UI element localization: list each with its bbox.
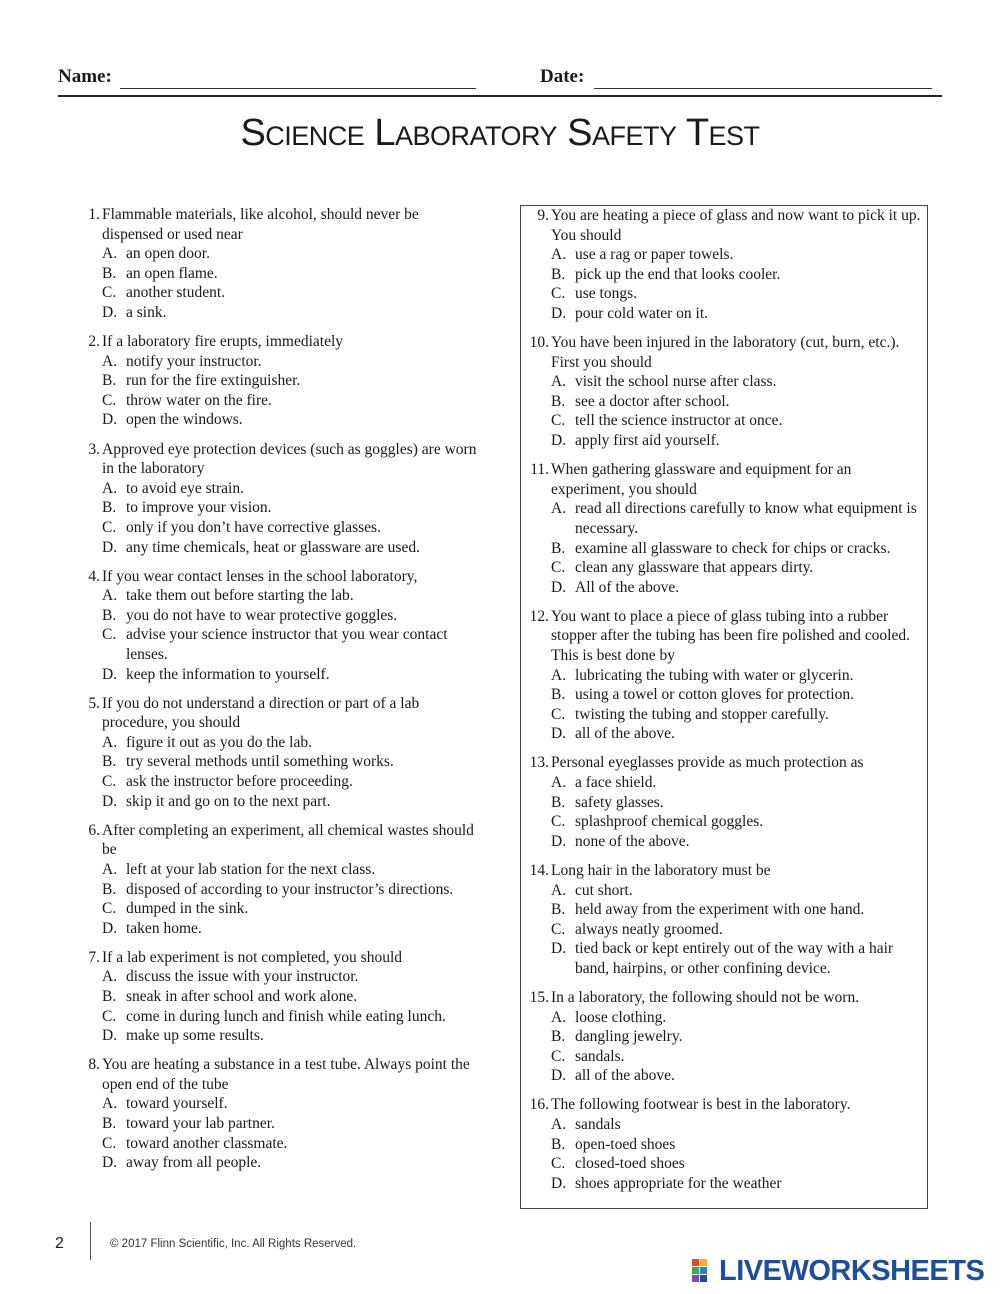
- answer-option[interactable]: [102, 899, 478, 919]
- option-letter: B.: [551, 1028, 566, 1046]
- option-letter: C.: [102, 391, 117, 409]
- option-text: away from all people.: [126, 1154, 262, 1172]
- answer-option[interactable]: [102, 967, 478, 987]
- question-6: [78, 821, 478, 939]
- answer-option[interactable]: [102, 586, 478, 606]
- option-letter: D.: [102, 919, 118, 937]
- option-text: discuss the issue with your instructor.: [126, 968, 359, 986]
- option-letter: D.: [551, 832, 567, 850]
- option-text: you do not have to wear protective goggles.: [126, 606, 398, 624]
- option-letter: B.: [551, 686, 566, 704]
- option-text: dangling jewelry.: [575, 1028, 683, 1046]
- option-text: to improve your vision.: [126, 499, 272, 517]
- option-text: left at your lab station for the next class.: [126, 860, 376, 878]
- answer-option[interactable]: [551, 666, 923, 686]
- answer-option[interactable]: [102, 518, 478, 538]
- question-number: 2.: [88, 333, 100, 351]
- answer-option[interactable]: [102, 665, 478, 685]
- option-letter: A.: [102, 587, 118, 605]
- question-number: 14.: [529, 861, 549, 879]
- left-question-column: [78, 205, 478, 1182]
- answer-option[interactable]: [551, 793, 923, 813]
- answer-option[interactable]: [102, 606, 478, 626]
- option-letter: C.: [551, 412, 566, 430]
- option-text: All of the above.: [575, 578, 680, 596]
- page-number: 2: [55, 1235, 64, 1252]
- option-text: open the windows.: [126, 411, 243, 429]
- answer-option[interactable]: [102, 1134, 478, 1154]
- answer-option[interactable]: [551, 392, 923, 412]
- option-letter: A.: [102, 1095, 118, 1113]
- option-text: cut short.: [575, 881, 633, 899]
- option-text: come in during lunch and finish while eating lunch.: [126, 1007, 446, 1025]
- option-letter: D.: [102, 792, 118, 810]
- option-text: visit the school nurse after class.: [575, 373, 777, 391]
- option-letter: C.: [102, 284, 117, 302]
- answer-option[interactable]: [551, 265, 923, 285]
- question-text: If a laboratory fire erupts, immediately: [102, 333, 344, 351]
- question-text: In a laboratory, the following should not be worn.: [551, 988, 860, 1006]
- option-text: using a towel or cotton gloves for protection.: [575, 686, 854, 704]
- option-letter: D.: [102, 538, 118, 556]
- answer-option[interactable]: [551, 920, 923, 940]
- question-number: 16.: [529, 1096, 549, 1114]
- question-number: 8.: [88, 1056, 100, 1074]
- answer-option[interactable]: [102, 860, 478, 880]
- option-text: safety glasses.: [575, 793, 664, 811]
- answer-option[interactable]: [551, 1174, 923, 1194]
- option-letter: D.: [102, 1154, 118, 1172]
- option-letter: C.: [102, 1007, 117, 1025]
- question-text: If you wear contact lenses in the school laboratory,: [102, 567, 418, 585]
- answer-option[interactable]: [102, 792, 478, 812]
- liveworksheets-logo: [692, 1256, 992, 1286]
- option-letter: B.: [102, 1115, 117, 1133]
- question-11: [521, 460, 923, 597]
- name-date-header: [58, 62, 942, 96]
- option-text: pick up the end that looks cooler.: [575, 265, 781, 283]
- option-letter: A.: [551, 246, 567, 264]
- option-text: all of the above.: [575, 725, 675, 743]
- question-4: [78, 567, 478, 685]
- option-text: pour cold water on it.: [575, 304, 709, 322]
- option-letter: D.: [102, 303, 118, 321]
- option-text: only if you don’t have corrective glasses.: [126, 518, 381, 536]
- option-letter: B.: [551, 392, 566, 410]
- answer-option[interactable]: [551, 1008, 923, 1028]
- option-letter: C.: [551, 559, 566, 577]
- question-text: You have been injured in the laboratory (cut, burn, etc.). First you should: [551, 334, 900, 371]
- question-5: [78, 694, 478, 812]
- answer-option[interactable]: [102, 538, 478, 558]
- answer-option[interactable]: [551, 1135, 923, 1155]
- option-letter: B.: [102, 606, 117, 624]
- answer-option[interactable]: [551, 1047, 923, 1067]
- option-letter: D.: [551, 725, 567, 743]
- option-letter: D.: [551, 1174, 567, 1192]
- answer-option[interactable]: [551, 431, 923, 451]
- option-letter: B.: [102, 753, 117, 771]
- liveworksheets-logo-text: LIVEWORKSHEETS: [719, 1255, 985, 1287]
- answer-option[interactable]: [551, 284, 923, 304]
- question-number: 3.: [88, 440, 100, 458]
- answer-option[interactable]: [102, 391, 478, 411]
- question-number: 15.: [529, 988, 549, 1006]
- option-text: another student.: [126, 284, 226, 302]
- option-letter: A.: [551, 774, 567, 792]
- option-text: disposed of according to your instructor’s directions.: [126, 880, 454, 898]
- option-text: use a rag or paper towels.: [575, 246, 734, 264]
- option-text: skip it and go on to the next part.: [126, 792, 331, 810]
- answer-option[interactable]: [102, 371, 478, 391]
- option-text: twisting the tubing and stopper carefully.: [575, 705, 829, 723]
- question-number: 9.: [537, 207, 549, 224]
- footer-divider: [90, 1222, 91, 1260]
- answer-option[interactable]: [551, 372, 923, 392]
- option-letter: D.: [551, 940, 567, 958]
- answer-option[interactable]: [102, 498, 478, 518]
- answer-option[interactable]: [551, 245, 923, 265]
- question-text: You want to place a piece of glass tubing into a rubber stopper after the tubing has been fire polished and cooled. This is best done by: [551, 607, 910, 664]
- option-letter: B.: [102, 880, 117, 898]
- option-text: shoes appropriate for the weather: [575, 1174, 782, 1192]
- option-letter: C.: [102, 1134, 117, 1152]
- answer-option[interactable]: [102, 1153, 478, 1173]
- option-text: splashproof chemical goggles.: [575, 813, 764, 831]
- option-text: an open door.: [126, 245, 210, 263]
- option-text: tied back or kept entirely out of the way with a hair band, hairpins, or other confining device.: [575, 940, 894, 977]
- option-text: closed-toed shoes: [575, 1155, 685, 1173]
- option-letter: B.: [551, 265, 566, 283]
- option-letter: C.: [551, 705, 566, 723]
- answer-option[interactable]: [551, 1154, 923, 1174]
- option-text: none of the above.: [575, 832, 690, 850]
- date-label: Date:: [540, 66, 585, 87]
- answer-option[interactable]: [102, 772, 478, 792]
- option-letter: C.: [551, 920, 566, 938]
- question-text: Long hair in the laboratory must be: [551, 861, 771, 879]
- question-text: Personal eyeglasses provide as much protection as: [551, 754, 864, 772]
- question-16: [521, 1095, 923, 1193]
- option-text: toward yourself.: [126, 1095, 228, 1113]
- option-text: toward another classmate.: [126, 1134, 288, 1152]
- option-text: throw water on the fire.: [126, 391, 272, 409]
- question-number: 4.: [88, 567, 100, 585]
- question-8: [78, 1055, 478, 1173]
- option-letter: A.: [551, 1008, 567, 1026]
- option-text: a face shield.: [575, 774, 657, 792]
- page-title: Science Laboratory Safety Test: [240, 112, 760, 154]
- option-text: lubricating the tubing with water or glycerin.: [575, 666, 854, 684]
- question-number: 6.: [88, 821, 100, 839]
- answer-option[interactable]: [551, 881, 923, 901]
- question-text: When gathering glassware and equipment for an experiment, you should: [551, 461, 852, 498]
- option-text: always neatly groomed.: [575, 920, 723, 938]
- answer-option[interactable]: [551, 499, 923, 538]
- option-text: run for the fire extinguisher.: [126, 372, 301, 390]
- option-text: any time chemicals, heat or glassware are used.: [126, 538, 420, 556]
- option-text: to avoid eye strain.: [126, 479, 244, 497]
- header-divider: [58, 95, 942, 97]
- option-letter: C.: [102, 773, 117, 791]
- option-text: taken home.: [126, 919, 202, 937]
- option-letter: B.: [102, 372, 117, 390]
- answer-option[interactable]: [102, 410, 478, 430]
- option-text: notify your instructor.: [126, 352, 262, 370]
- option-text: all of the above.: [575, 1067, 675, 1085]
- date-field-line[interactable]: [594, 88, 932, 89]
- question-number: 1.: [88, 206, 100, 223]
- answer-option[interactable]: [102, 1007, 478, 1027]
- option-letter: B.: [102, 264, 117, 282]
- option-text: use tongs.: [575, 285, 637, 303]
- answer-option[interactable]: [551, 539, 923, 559]
- answer-option[interactable]: [551, 411, 923, 431]
- option-letter: A.: [551, 666, 567, 684]
- option-letter: D.: [551, 432, 567, 450]
- option-text: ask the instructor before proceeding.: [126, 773, 353, 791]
- answer-option[interactable]: [102, 1026, 478, 1046]
- copyright-notice: © 2017 Flinn Scientific, Inc. All Rights Reserved.: [110, 1238, 357, 1250]
- option-letter: C.: [551, 1155, 566, 1173]
- option-text: held away from the experiment with one hand.: [575, 901, 865, 919]
- answer-option[interactable]: [551, 304, 923, 324]
- question-12: [521, 607, 923, 744]
- answer-option[interactable]: [551, 939, 923, 978]
- option-text: sneak in after school and work alone.: [126, 987, 358, 1005]
- question-number: 13.: [529, 754, 549, 772]
- option-text: toward your lab partner.: [126, 1115, 275, 1133]
- question-text: Approved eye protection devices (such as goggles) are worn in the laboratory: [102, 440, 477, 478]
- option-letter: A.: [102, 245, 118, 263]
- question-14: [521, 861, 923, 979]
- answer-option[interactable]: [102, 987, 478, 1007]
- question-3: [78, 440, 478, 558]
- option-letter: B.: [551, 1135, 566, 1153]
- answer-option[interactable]: [102, 625, 478, 664]
- answer-option[interactable]: [102, 264, 478, 284]
- option-text: see a doctor after school.: [575, 392, 730, 410]
- option-text: keep the information to yourself.: [126, 665, 330, 683]
- question-10: [521, 333, 923, 451]
- option-text: an open flame.: [126, 264, 218, 282]
- answer-option[interactable]: [102, 919, 478, 939]
- answer-option[interactable]: [102, 303, 478, 323]
- question-number: 7.: [88, 948, 100, 966]
- option-text: read all directions carefully to know what equipment is necessary.: [575, 500, 917, 537]
- option-text: tell the science instructor at once.: [575, 412, 783, 430]
- question-1: [78, 205, 478, 323]
- option-letter: C.: [102, 518, 117, 536]
- option-letter: A.: [551, 1116, 567, 1134]
- answer-option[interactable]: [102, 880, 478, 900]
- option-text: make up some results.: [126, 1027, 264, 1045]
- option-letter: B.: [551, 539, 566, 557]
- answer-option[interactable]: [551, 724, 923, 744]
- question-text: You are heating a substance in a test tube. Always point the open end of the tube: [102, 1056, 470, 1093]
- option-letter: D.: [102, 411, 118, 429]
- option-text: advise your science instructor that you wear contact lenses.: [126, 626, 448, 663]
- answer-option[interactable]: [102, 1114, 478, 1134]
- question-text: After completing an experiment, all chemical wastes should be: [102, 821, 474, 859]
- answer-option[interactable]: [551, 1027, 923, 1047]
- option-text: a sink.: [126, 303, 167, 321]
- answer-option[interactable]: [551, 832, 923, 852]
- answer-option[interactable]: [102, 244, 478, 264]
- answer-option[interactable]: [102, 479, 478, 499]
- option-text: examine all glassware to check for chips or cracks.: [575, 539, 891, 557]
- option-letter: C.: [551, 813, 566, 831]
- option-letter: A.: [102, 860, 118, 878]
- question-text: If a lab experiment is not completed, you should: [102, 948, 403, 966]
- answer-option[interactable]: [102, 733, 478, 753]
- answer-option[interactable]: [551, 705, 923, 725]
- option-letter: D.: [551, 578, 567, 596]
- question-text: The following footwear is best in the laboratory.: [551, 1096, 851, 1114]
- option-letter: B.: [551, 901, 566, 919]
- answer-option[interactable]: [551, 685, 923, 705]
- question-9: [521, 206, 923, 324]
- option-letter: D.: [102, 1027, 118, 1045]
- answer-option[interactable]: [551, 558, 923, 578]
- option-text: figure it out as you do the lab.: [126, 733, 312, 751]
- option-letter: D.: [102, 665, 118, 683]
- option-letter: A.: [102, 968, 118, 986]
- option-letter: A.: [551, 881, 567, 899]
- option-text: dumped in the sink.: [126, 900, 249, 918]
- question-number: 5.: [88, 694, 100, 712]
- option-text: clean any glassware that appears dirty.: [575, 559, 814, 577]
- answer-option[interactable]: [551, 1066, 923, 1086]
- option-letter: B.: [102, 499, 117, 517]
- question-2: [78, 332, 478, 430]
- name-field-line[interactable]: [120, 88, 476, 89]
- option-text: take them out before starting the lab.: [126, 587, 354, 605]
- option-letter: C.: [551, 1047, 566, 1065]
- answer-option[interactable]: [102, 352, 478, 372]
- option-letter: C.: [551, 285, 566, 303]
- option-letter: A.: [551, 500, 567, 518]
- option-text: loose clothing.: [575, 1008, 667, 1026]
- option-letter: A.: [551, 373, 567, 391]
- name-label: Name:: [58, 66, 112, 87]
- option-letter: A.: [102, 352, 118, 370]
- answer-option[interactable]: [102, 752, 478, 772]
- option-letter: C.: [102, 626, 117, 644]
- option-letter: D.: [551, 304, 567, 322]
- question-number: 11.: [530, 461, 549, 479]
- answer-option[interactable]: [102, 1094, 478, 1114]
- question-text: If you do not understand a direction or part of a lab procedure, you should: [102, 694, 420, 732]
- question-13: [521, 753, 923, 851]
- option-text: sandals.: [575, 1047, 625, 1065]
- option-letter: C.: [102, 900, 117, 918]
- answer-option[interactable]: [102, 283, 478, 303]
- option-text: open-toed shoes: [575, 1135, 676, 1153]
- answer-option[interactable]: [551, 812, 923, 832]
- option-letter: A.: [102, 479, 118, 497]
- question-text: Flammable materials, like alcohol, should never be dispensed or used near: [102, 206, 419, 243]
- answer-option[interactable]: [551, 773, 923, 793]
- option-letter: B.: [102, 987, 117, 1005]
- option-text: sandals: [575, 1116, 621, 1134]
- question-text: You are heating a piece of glass and now want to pick it up. You should: [551, 207, 921, 244]
- question-number: 12.: [529, 607, 549, 625]
- option-text: try several methods until something works.: [126, 753, 394, 771]
- right-question-column: [520, 205, 928, 1209]
- answer-option[interactable]: [551, 900, 923, 920]
- option-letter: A.: [102, 733, 118, 751]
- answer-option[interactable]: [551, 578, 923, 598]
- question-15: [521, 988, 923, 1086]
- liveworksheets-logo-icon: [692, 1259, 716, 1283]
- answer-option[interactable]: [551, 1115, 923, 1135]
- question-number: 10.: [529, 334, 549, 352]
- option-letter: B.: [551, 793, 566, 811]
- option-text: apply first aid yourself.: [575, 432, 720, 450]
- option-letter: D.: [551, 1067, 567, 1085]
- question-7: [78, 948, 478, 1046]
